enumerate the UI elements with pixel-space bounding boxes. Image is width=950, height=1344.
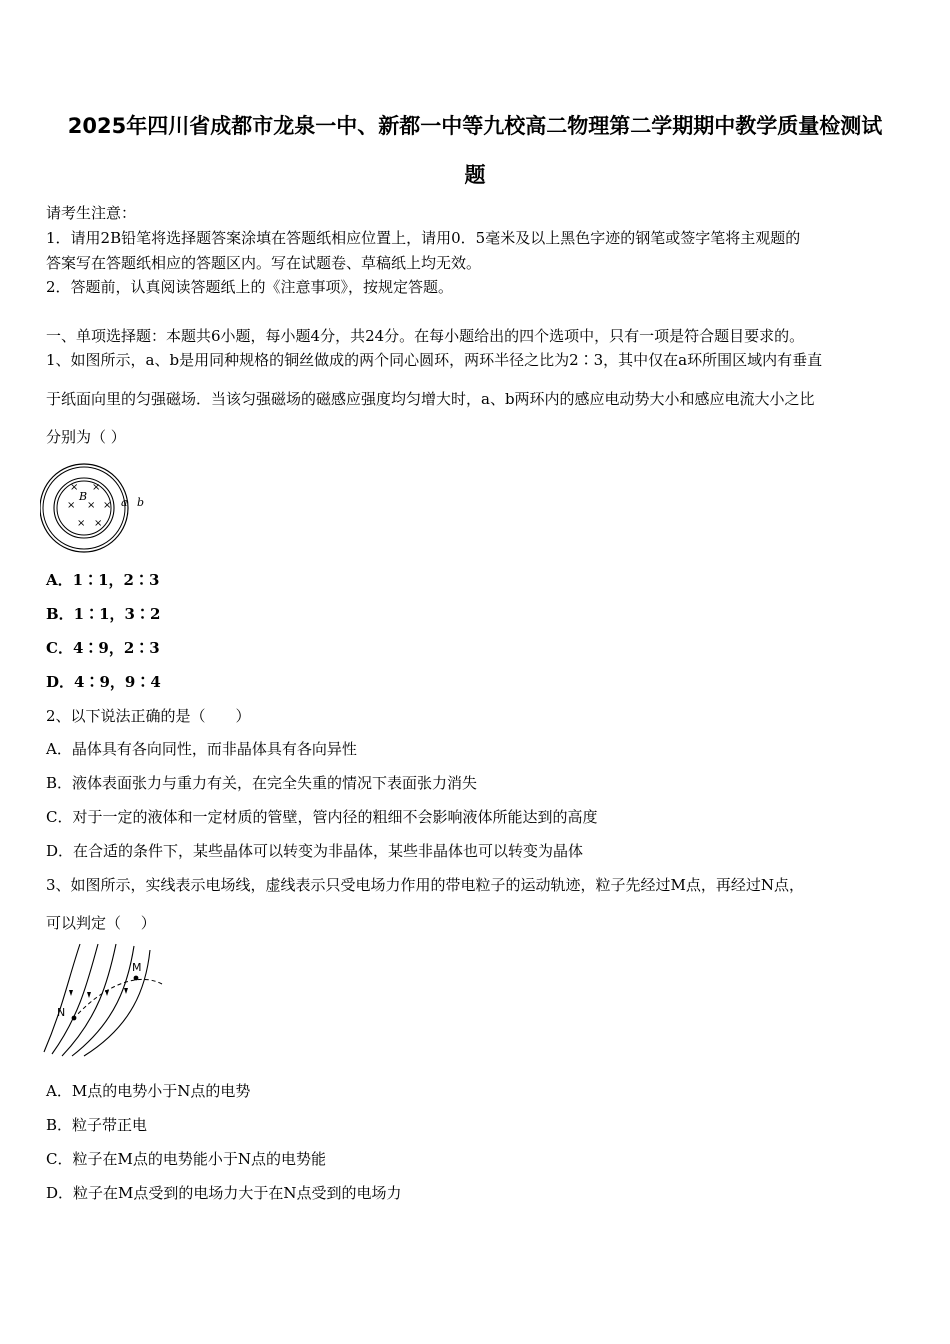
- q3-option-d: D．粒子在M点受到的电场力大于在N点受到的电场力: [46, 1184, 402, 1202]
- label-M: M: [132, 961, 142, 974]
- point-M: [134, 976, 139, 981]
- q3-electric-field-figure: [40, 940, 170, 1058]
- q1-option-a: A．1∶1，2∶3: [46, 571, 160, 589]
- notice-line-1: 1．请用2B铅笔将选择题答案涂填在答题纸相应位置上，请用0．5毫米及以上黑色字迹的钢笔或签字笔将主观题的: [46, 229, 801, 247]
- label-N: N: [57, 1006, 66, 1019]
- label-a: a: [121, 496, 128, 509]
- page-title-line-2: 题: [464, 163, 486, 187]
- q2-stem: 2、以下说法正确的是（ ）: [46, 707, 251, 725]
- field-arrow: [124, 988, 128, 994]
- q1-option-b: B．1∶1，3∶2: [46, 605, 161, 623]
- notice-heading: 请考生注意：: [46, 204, 137, 222]
- field-mark: ×: [77, 518, 86, 529]
- point-N: [72, 1016, 77, 1021]
- field-arrow: [105, 990, 109, 996]
- q3-option-c: C．粒子在M点的电势能小于N点的电势能: [46, 1150, 326, 1168]
- q1-option-d: D．4∶9，9∶4: [46, 673, 161, 691]
- q2-option-c: C．对于一定的液体和一定材质的管壁，管内径的粗细不会影响液体所能达到的高度: [46, 808, 598, 826]
- page-title-line-1: 2025年四川省成都市龙泉一中、新都一中等九校高二物理第二学期期中教学质量检测试: [67, 114, 883, 138]
- q2-option-d: D．在合适的条件下，某些晶体可以转变为非晶体，某些非晶体也可以转变为晶体: [46, 842, 584, 860]
- notice-line-3: 2．答题前，认真阅读答题纸上的《注意事项》，按规定答题。: [46, 278, 454, 296]
- q1-stem-line-3: 分别为（ ）: [46, 428, 126, 446]
- q3-option-b: B．粒子带正电: [46, 1116, 148, 1134]
- label-B: B: [79, 490, 88, 503]
- section-heading: 一、单项选择题：本题共6小题，每小题4分，共24分。在每小题给出的四个选项中，只有一项是符合题目要求的。: [46, 327, 805, 345]
- field-arrow: [87, 992, 91, 998]
- field-mark: ×: [92, 482, 101, 493]
- field-line: [62, 944, 116, 1056]
- field-mark: ×: [87, 500, 96, 511]
- field-line: [72, 946, 134, 1056]
- q1-stem-line-1: 1、如图所示，a、b是用同种规格的铜丝做成的两个同心圆环，两环半径之比为2∶3，其中仅在a环所围区域内有垂直: [46, 351, 823, 369]
- q3-stem-line-1: 3、如图所示，实线表示电场线，虚线表示只受电场力作用的带电粒子的运动轨迹，粒子先经过M点，再经过N点，: [46, 876, 805, 894]
- q3-option-a: A．M点的电势小于N点的电势: [46, 1082, 251, 1100]
- field-mark: ×: [67, 500, 76, 511]
- ring-b-outer: [40, 464, 128, 552]
- q2-option-a: A．晶体具有各向同性，而非晶体具有各向异性: [46, 740, 357, 758]
- q1-option-c: C．4∶9，2∶3: [46, 639, 160, 657]
- q1-concentric-rings-figure: [40, 460, 155, 556]
- notice-line-2: 答案写在答题纸相应的答题区内。写在试题卷、草稿纸上均无效。: [46, 254, 482, 272]
- q2-option-b: B．液体表面张力与重力有关，在完全失重的情况下表面张力消失: [46, 774, 478, 792]
- ring-b-inner: [43, 467, 125, 549]
- field-mark: ×: [103, 500, 112, 511]
- q1-stem-line-2: 于纸面向里的匀强磁场．当该匀强磁场的磁感应强度均匀增大时，a、b两环内的感应电动势大小和感应电流大小之比: [46, 390, 815, 408]
- label-b: b: [137, 496, 145, 509]
- field-mark: ×: [70, 482, 79, 493]
- field-arrow: [69, 990, 73, 996]
- field-mark: ×: [94, 518, 103, 529]
- q3-stem-line-2: 可以判定（ ）: [46, 914, 156, 932]
- field-line: [44, 944, 80, 1052]
